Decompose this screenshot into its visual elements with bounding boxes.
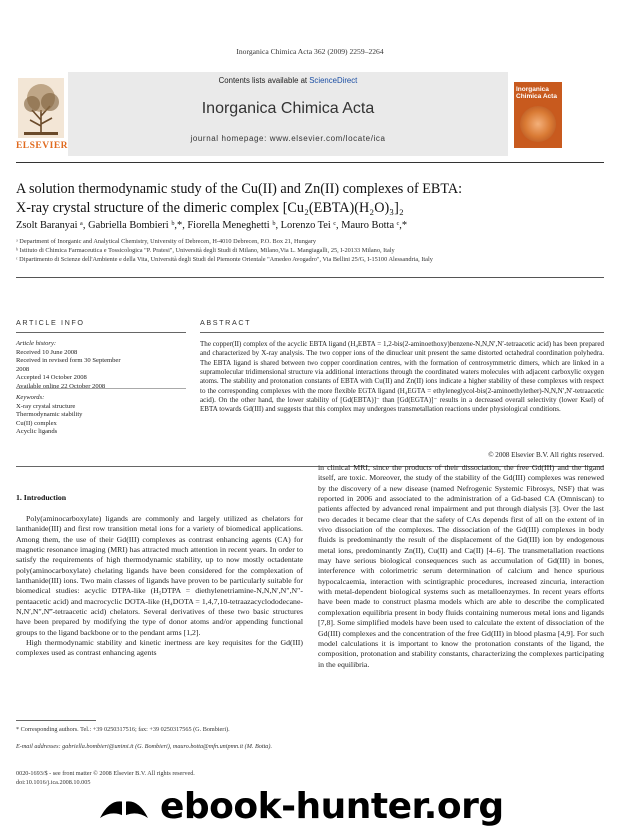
history-item: Accepted 14 October 2008 xyxy=(16,374,87,382)
abstract-copyright: © 2008 Elsevier B.V. All rights reserved. xyxy=(488,451,604,459)
abstract-rule xyxy=(200,332,604,333)
journal-cover xyxy=(514,82,562,148)
journal-title: Inorganica Chimica Acta xyxy=(201,100,375,117)
email-footnote: E-mail addresses: gabriella.bombieri@unimi.it (G. Bombieri), mauro.botta@mfn.unipmn.it (M. Botta). xyxy=(16,743,272,750)
sciencedirect-link[interactable]: ScienceDirect xyxy=(309,76,358,85)
title-line-1: A solution thermodynamic study of the Cu(II) and Zn(II) complexes of EBTA: xyxy=(16,181,463,197)
abstract-heading: ABSTRACT xyxy=(200,318,252,327)
paragraph: High thermodynamic stability and kinetic inertness are key requisites for the Gd(III) complexes used as contrast enhancing agents xyxy=(16,638,303,658)
contents-line xyxy=(68,76,508,85)
keywords-rule xyxy=(16,388,186,389)
history-item: Available online 22 October 2008 xyxy=(16,382,106,390)
doi-line[interactable]: doi:10.1016/j.ica.2008.10.005 xyxy=(16,779,91,786)
right-column xyxy=(318,463,604,670)
publisher-name: ELSEVIER xyxy=(15,141,69,151)
contents-prefix: Contents lists available at xyxy=(218,76,310,85)
article-title xyxy=(16,180,616,218)
abstract-text: The copper(II) complex of the acyclic EBTA ligand (H₄EBTA = 1,2-bis(2-aminoethoxy)benzene-N,N,N′,N′-tetraacetic acid) has been prepared and characterized by X-ray analysis. The two copper ions of the dinuclear unit present the same distorted octahedral coordination polyhedra. The EBTA ligand is shared between two copper coordination centres, with the formation of centrosymmetric dimers, which are linked in a supramolecular tridimensional structure via additional interactions through the coordinated waters molecules with adjacent carboxylic oxygen atoms. The stability and protonation constants of EBTA with Cu(II) and Zn(II) ions indicate a higher stability of these complexes with respect to the corresponding complexes with the more flexible EGTA ligand (H₄EGTA = ethyleneglycol-bis(2-aminoethylether)-N,N,N′,N′-tetraacetic acid). On the other hand, the lower stability of [Gd(EBTA)]⁻ than [Gd(EGTA)]⁻ results in a decreased overall selectivity (lower Ksel) of EBTA towards Gd(III) and suggests that this complex may undergoes transmetallation reactions under physiological conditions. xyxy=(200,340,604,414)
corresponding-footnote: * Corresponding authors. Tel.: +39 0250317516; fax: +39 0250317565 (G. Bombieri). xyxy=(16,726,230,733)
history-item: Received 10 June 2008 xyxy=(16,348,78,356)
watermark-text: ebook-hunter.org xyxy=(160,786,504,827)
article-history xyxy=(16,340,186,392)
article-info-heading: ARTICLE INFO xyxy=(16,318,85,327)
article-info-rule xyxy=(16,332,186,333)
keywords xyxy=(16,394,186,437)
header-rule xyxy=(16,162,604,163)
affiliation-b: ᵇ Istituto di Chimica Farmaceutica e Tossicologica "P. Pratesi", Università degli Studi di Milano, Milano,Via L. Mangiagalli, 25, I-20133 Milano, Italy xyxy=(16,247,395,254)
keyword: Thermodynamic stability xyxy=(16,411,83,419)
keyword: X-ray crystal structure xyxy=(16,402,76,410)
paragraph: Poly(aminocarboxylate) ligands are commonly and largely utilized as chelators for lanthanide(III) and first row transition metal ions for a variety of biomedical applications. Among them, the use of their Gd(III) complexes as contrast enhancing agents (CA) for magnetic resonance imaging (MRI) has attracted much attention in recent years. In order to satisfy the requirements of high thermodynamic stability, up to now mostly octadentate poly(aminocarboxylate) chelating ligands have been considered for the complexation of lanthanide(III) ions. Two main classes of ligands have proven to be particularly suitable for biomedical studies: acyclic DTPA-like (H₅DTPA = diethylenetriamine-N,N,N′,N″,N″-pentaacetic acid) and macrocyclic DOTA-like (H₄DOTA = 1,4,7,10-tetraazacyclododecane-N,N′,N″,N‴-tetraacetic acid) chelators. Several derivatives of these two basic structures have been prepared by modifying the type of donor atoms and/or appending functional groups to the ligand backbone or to the pendant arms [1,2]. xyxy=(16,514,303,637)
journal-header xyxy=(68,72,508,156)
cover-art xyxy=(520,106,556,142)
section-heading-introduction: 1. Introduction xyxy=(16,493,67,502)
book-icon xyxy=(96,788,152,824)
keywords-label: Keywords: xyxy=(16,394,45,401)
affiliation-a: ᵃ Department of Inorganic and Analytical Chemistry, University of Debrecen, H-4010 Debrecen, P.O. Box 21, Hungary xyxy=(16,238,317,245)
keyword: Acyclic ligands xyxy=(16,428,58,436)
title-line-2: X-ray crystal structure of the dimeric complex [Cu₂(EBTA)(H₂O)₃]₂ xyxy=(16,200,404,216)
author-list: Zsolt Baranyai ᵃ, Gabriella Bombieri ᵇ,*, Fiorella Meneghetti ᵇ, Lorenzo Tei ᶜ, Mauro Botta ᶜ,* xyxy=(16,220,408,231)
issn-line: 0020-1693/$ - see front matter © 2008 Elsevier B.V. All rights reserved. xyxy=(16,770,195,777)
history-label: Article history: xyxy=(16,340,57,347)
footnote-rule xyxy=(16,720,96,721)
keyword: Cu(II) complex xyxy=(16,419,57,427)
journal-homepage[interactable]: journal homepage: www.elsevier.com/locate/ica xyxy=(190,134,386,143)
paragraph: in clinical MRI, since the products of their dissociation, the free Gd(III) and the ligand itself, are toxic. Moreover, the study of the stability of the Gd(III) complexes was renewed by the discovery of a new disease (named Nefrogenic Systemic Fibrosys, NSF) that was reported in 2006 and associated to the administration of a Gd-based CA (Omniscan) to patients affected by advanced renal impairment and put through dialysis [3]. Over the last two decades it became clear that the safety of CAs depends first of all on the extent of in vivo dissociation of the complexes. The dissociation of the Gd(III) complexes in body fluids is predominantly the result of the displacement of the Gd(III) ion by endogenous metal ions, predominantly Zn(II), Cu(II) and Ca(II) [4–6]. The transmetallation reactions may have serious biological consequences such as accumulation of Gd(III) in bones, interference with colorimetric serum determination of calcium and hence spurious hypocalcaemia, interaction with scintigraphic procedures, increased zincuria, interaction with metal-dependent biological systems such as metalloenzymes. In recent years efforts have been made to construct plasma models which are able to describe the complicated complexation equilibria present in body fluids containing numerous metal ions and ligands [7,8]. Some simplified models have been used to calculate the extent of dissociation of the Gd(III) complexes and the concentration of the free Gd(III) in blood plasma [4,9]. For such model calculations it is important to know the protonation constants of the ligand, the composition, protonation and stability constants, characterizing the complexes participating in the equilibria. xyxy=(318,463,604,669)
left-column xyxy=(16,514,303,659)
journal-reference: Inorganica Chimica Acta 362 (2009) 2259–2264 xyxy=(236,47,384,56)
history-item: Received in revised form 30 September xyxy=(16,357,121,365)
affiliation-rule xyxy=(16,277,604,278)
history-item: 2008 xyxy=(16,365,30,373)
affiliation-c: ᶜ Dipartimento di Scienze dell'Ambiente e della Vita, Università degli Studi del Piemonte Orientale "Amedeo Avogadro", Via Bellini 25/G, I-15100 Alessandria, Italy xyxy=(16,256,433,263)
cover-title: Inorganica Chimica Acta xyxy=(516,86,557,100)
